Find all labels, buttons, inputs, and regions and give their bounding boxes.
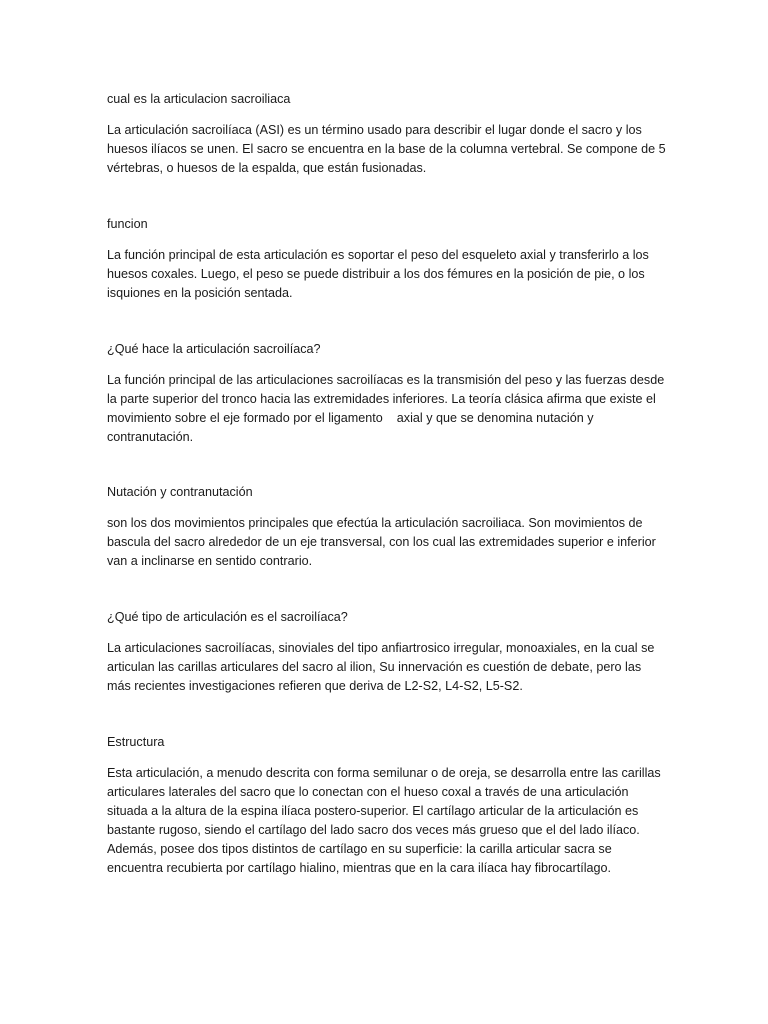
section-estructura <box>107 733 667 878</box>
section-body: Esta articulación, a menudo descrita con forma semilunar o de oreja, se desarrolla entre las carillas articulares laterales del sacro que lo conectan con el hueso coxal a través de una articulación situada a la altura de la espina ilíaca postero-superior. El cartílago articular de la articulación es bastante rugoso, siendo el cartílago del lado sacro dos veces más grueso que el del lado ilíaco. Además, posee dos tipos distintos de cartílago en su superficie: la carilla articular sacra se encuentra recubierta por cartílago hialino, mientras que en la cara ilíaca hay fibrocartílago. <box>107 766 661 875</box>
section-funcion <box>107 215 667 303</box>
section-body: La articulaciones sacroilíacas, sinoviales del tipo anfiartrosico irregular, monoaxiales, en la cual se articulan las carillas articulares del sacro al ilion, Su innervación es cuestión de debate, pero las más recientes investigaciones refieren que deriva de L2-S2, L4-S2, L5-S2. <box>107 641 655 693</box>
section-body: La articulación sacroilíaca (ASI) es un término usado para describir el lugar donde el sacro y los huesos ilíacos se unen. El sacro se encuentra en la base de la columna vertebral. Se compone de 5 vértebras, o huesos de la espalda, que están fusionadas. <box>107 123 666 175</box>
section-heading: Nutación y contranutación <box>107 485 253 499</box>
section-heading: ¿Qué tipo de articulación es el sacroilíaca? <box>107 610 348 624</box>
section-que-hace <box>107 340 667 447</box>
section-heading: ¿Qué hace la articulación sacroilíaca? <box>107 342 321 356</box>
section-heading: funcion <box>107 217 148 231</box>
section-nutacion <box>107 483 667 571</box>
section-tipo <box>107 608 667 696</box>
section-heading: cual es la articulacion sacroiliaca <box>107 92 291 106</box>
section-body: La función principal de esta articulación es soportar el peso del esqueleto axial y transferirlo a los huesos coxales. Luego, el peso se puede distribuir a los dos fémures en la posición de pie, o los isquiones en la posición sentada. <box>107 248 649 300</box>
section-body: son los dos movimientos principales que efectúa la articulación sacroiliaca. Son movimientos de bascula del sacro alrededor de un eje transversal, con los cual las extremidades superior e inferior van a inclinarse en sentido contrario. <box>107 516 656 568</box>
section-heading: Estructura <box>107 735 165 749</box>
section-body: La función principal de las articulaciones sacroilíacas es la transmisión del peso y las fuerzas desde la parte superior del tronco hacia las extremidades inferiores. La teoría clásica afirma que existe el movimiento sobre el eje formado por el ligamento axial y que se denomina nutación y contranutación. <box>107 373 668 444</box>
section-definition <box>107 90 667 178</box>
